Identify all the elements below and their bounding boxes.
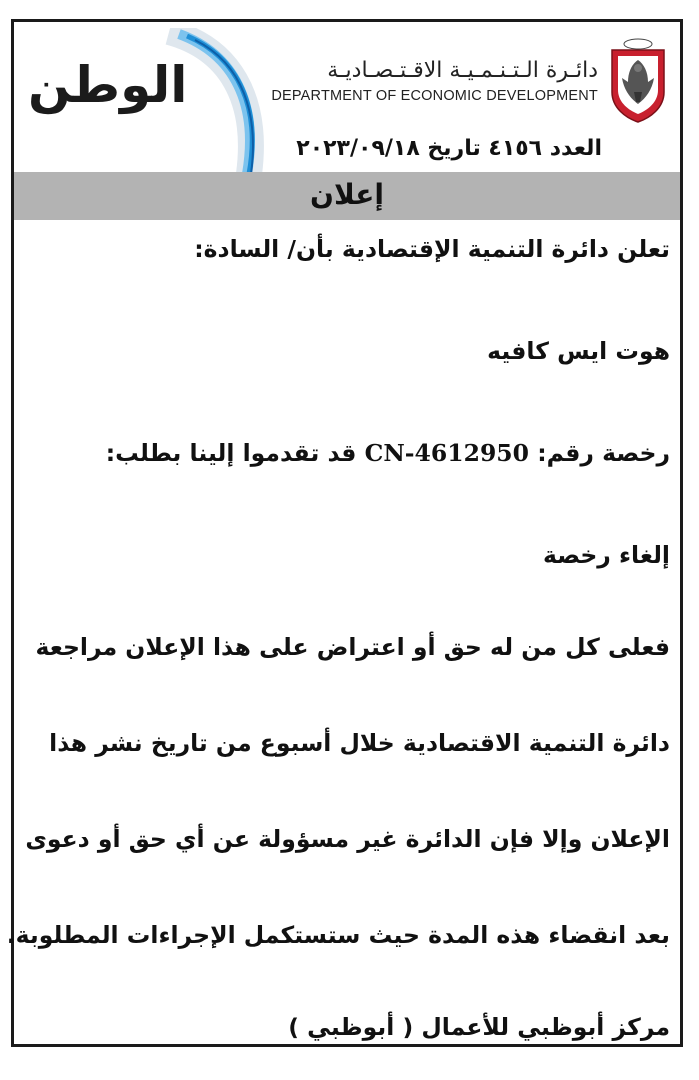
license-suffix: قد تقدموا إلينا بطلب: xyxy=(105,439,357,467)
license-prefix: رخصة رقم: xyxy=(537,439,670,467)
abu-dhabi-falcon-emblem-icon xyxy=(606,34,670,124)
header xyxy=(14,22,680,172)
department-name-block xyxy=(258,56,598,104)
request-type: إلغاء رخصة xyxy=(542,541,670,569)
announcement-title: إعلان xyxy=(310,178,384,211)
department-name-arabic: دائـرة الـتـنـمـيـة الاقـتـصـاديـة xyxy=(327,58,598,83)
company-name: هوت ايس كافيه xyxy=(487,337,670,365)
issuing-center: مركز أبوظبي للأعمال ( أبوظبي ) xyxy=(288,1013,670,1041)
issue-number-date: العدد ٤١٥٦ تاريخ ٢٠٢٣/٠٩/١٨ xyxy=(296,136,602,161)
announcement-frame xyxy=(6,19,683,1047)
paragraph-line: دائرة التنمية الاقتصادية خلال أسبوع من تاريخ نشر هذا xyxy=(49,729,670,757)
intro-line: تعلن دائرة التنمية الإقتصادية بأن/ السادة: xyxy=(194,235,670,263)
paragraph-line: الإعلان وإلا فإن الدائرة غير مسؤولة عن أي حق أو دعوى xyxy=(25,825,670,853)
department-name-english: DEPARTMENT OF ECONOMIC DEVELOPMENT xyxy=(271,88,598,104)
license-number: CN-4612950 xyxy=(364,439,530,467)
paragraph-line: فعلى كل من له حق أو اعتراض على هذا الإعلان مراجعة xyxy=(35,633,670,661)
title-bar xyxy=(14,172,680,220)
paragraph-line: بعد انقضاء هذه المدة حيث ستستكمل الإجراءات المطلوبة. xyxy=(6,921,670,949)
license-line xyxy=(106,438,670,468)
newspaper-logo: الوطن xyxy=(28,56,188,114)
